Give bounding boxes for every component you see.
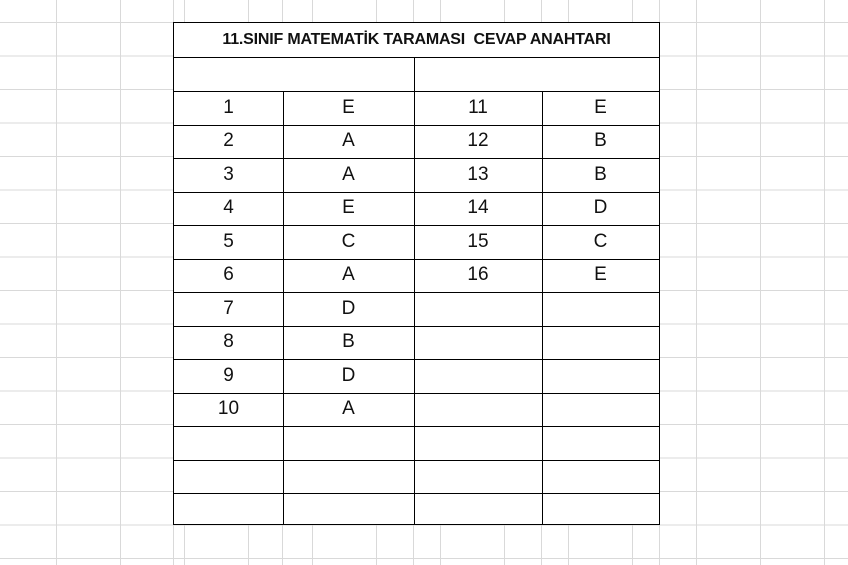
row-divider bbox=[174, 393, 659, 394]
question-number-cell[interactable]: 14 bbox=[467, 197, 489, 219]
row-divider bbox=[174, 259, 659, 260]
question-number-cell[interactable]: 11 bbox=[468, 96, 488, 118]
row-divider bbox=[174, 359, 659, 360]
row-divider bbox=[174, 493, 659, 494]
question-number-cell[interactable]: 16 bbox=[467, 264, 489, 286]
answer-cell[interactable]: A bbox=[342, 130, 355, 152]
question-number-cell[interactable]: 13 bbox=[467, 163, 489, 185]
question-number-cell[interactable]: 1 bbox=[223, 96, 234, 118]
row-divider bbox=[174, 225, 659, 226]
answer-cell[interactable]: C bbox=[593, 230, 608, 252]
row-divider bbox=[174, 292, 659, 293]
answer-cell[interactable]: E bbox=[594, 96, 607, 118]
answer-cell[interactable]: A bbox=[342, 398, 355, 420]
column-divider bbox=[414, 58, 415, 524]
answer-cell[interactable]: D bbox=[341, 364, 356, 386]
answer-cell[interactable]: E bbox=[594, 264, 607, 286]
question-number-cell[interactable]: 10 bbox=[217, 398, 240, 420]
question-number-cell[interactable]: 8 bbox=[223, 331, 234, 353]
answer-cell[interactable]: B bbox=[594, 130, 607, 152]
answer-cell[interactable]: B bbox=[342, 331, 355, 353]
answer-cell[interactable]: A bbox=[342, 163, 355, 185]
row-divider bbox=[174, 91, 659, 92]
question-number-cell[interactable]: 3 bbox=[223, 163, 234, 185]
question-number-cell[interactable]: 7 bbox=[223, 297, 234, 319]
answer-cell[interactable]: C bbox=[341, 230, 356, 252]
column-divider bbox=[283, 91, 284, 524]
row-divider bbox=[174, 125, 659, 126]
question-number-cell[interactable]: 6 bbox=[223, 264, 234, 286]
column-divider bbox=[542, 91, 543, 524]
row-divider bbox=[174, 158, 659, 159]
question-number-cell[interactable]: 9 bbox=[223, 364, 234, 386]
table-title[interactable]: 11.SINIF MATEMATİK TARAMASI CEVAP ANAHTARI bbox=[174, 23, 659, 58]
row-divider bbox=[174, 426, 659, 427]
question-number-cell[interactable]: 15 bbox=[467, 230, 489, 252]
answer-cell[interactable]: D bbox=[593, 197, 608, 219]
row-divider bbox=[174, 326, 659, 327]
row-divider bbox=[174, 192, 659, 193]
answer-cell[interactable]: E bbox=[342, 197, 355, 219]
answer-cell[interactable]: A bbox=[342, 264, 355, 286]
answer-cell[interactable]: B bbox=[594, 163, 607, 185]
answer-cell[interactable]: D bbox=[341, 297, 356, 319]
question-number-cell[interactable]: 4 bbox=[223, 197, 234, 219]
row-divider bbox=[174, 460, 659, 461]
answer-key-table bbox=[173, 22, 660, 525]
question-number-cell[interactable]: 12 bbox=[467, 130, 489, 152]
question-number-cell[interactable]: 5 bbox=[223, 230, 234, 252]
answer-cell[interactable]: E bbox=[342, 96, 355, 118]
question-number-cell[interactable]: 2 bbox=[223, 130, 234, 152]
